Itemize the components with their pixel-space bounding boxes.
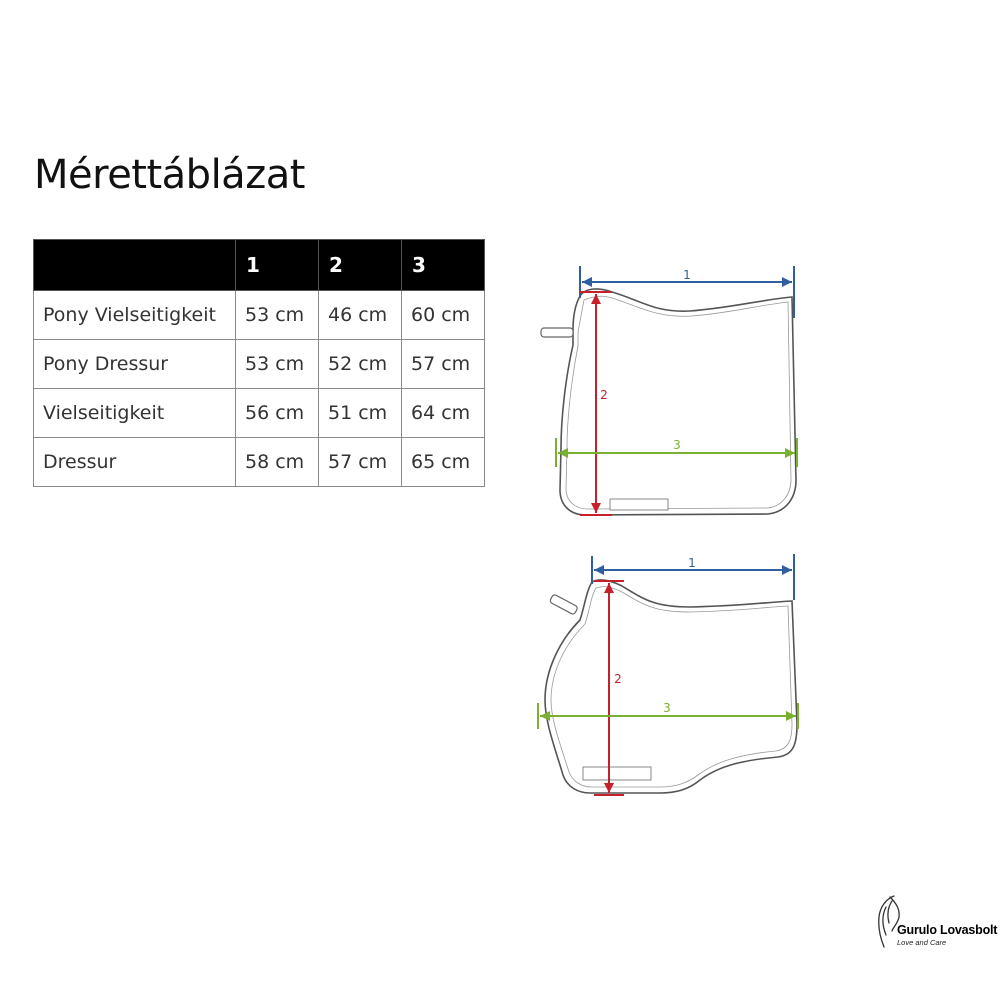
cell-value: 64 cm bbox=[402, 389, 485, 438]
measure-3-arrow-right bbox=[786, 711, 796, 721]
measure-1-arrow-right bbox=[782, 565, 792, 575]
cell-value: 53 cm bbox=[236, 291, 319, 340]
row-label: Pony Vielseitigkeit bbox=[34, 291, 236, 340]
square-pad-inner-outline bbox=[566, 296, 791, 509]
row-label: Pony Dressur bbox=[34, 340, 236, 389]
measure-1-label: 1 bbox=[683, 268, 691, 282]
row-label: Dressur bbox=[34, 438, 236, 487]
measure-2-label: 2 bbox=[614, 672, 622, 686]
cell-value: 60 cm bbox=[402, 291, 485, 340]
brand-logo bbox=[874, 893, 1000, 953]
square-pad-diagram bbox=[541, 266, 797, 515]
cell-value: 46 cm bbox=[319, 291, 402, 340]
curved-pad-diagram bbox=[538, 554, 798, 795]
page-title: Mérettáblázat bbox=[34, 152, 305, 198]
header-cell-2: 2 bbox=[319, 240, 402, 291]
cell-value: 57 cm bbox=[402, 340, 485, 389]
measure-2-label: 2 bbox=[600, 388, 608, 402]
measure-3-arrow-left bbox=[558, 448, 568, 458]
billet-loop bbox=[610, 499, 668, 510]
cell-value: 65 cm bbox=[402, 438, 485, 487]
logo-tagline: Love and Care bbox=[897, 938, 947, 947]
header-cell-3: 3 bbox=[402, 240, 485, 291]
cell-value: 56 cm bbox=[236, 389, 319, 438]
girth-strap-tab bbox=[541, 328, 573, 337]
measure-1-arrow-left bbox=[582, 277, 592, 287]
measure-3-label: 3 bbox=[673, 438, 681, 452]
girth-strap-tab bbox=[549, 594, 578, 615]
cell-value: 57 cm bbox=[319, 438, 402, 487]
measure-2-arrow-bottom bbox=[591, 503, 601, 513]
row-label: Vielseitigkeit bbox=[34, 389, 236, 438]
header-cell-1: 1 bbox=[236, 240, 319, 291]
measure-1-label: 1 bbox=[688, 556, 696, 570]
measure-3-label: 3 bbox=[663, 701, 671, 715]
measure-1-arrow-right bbox=[782, 277, 792, 287]
curved-pad-inner-outline bbox=[551, 587, 792, 787]
cell-value: 58 cm bbox=[236, 438, 319, 487]
measure-3-arrow-right bbox=[785, 448, 795, 458]
logo-name: Gurulo Lovasbolt bbox=[897, 923, 998, 937]
billet-loop bbox=[583, 767, 651, 780]
measure-2-arrow-bottom bbox=[604, 783, 614, 793]
cell-value: 52 cm bbox=[319, 340, 402, 389]
measure-2-arrow-top bbox=[591, 294, 601, 304]
cell-value: 51 cm bbox=[319, 389, 402, 438]
measure-3-arrow-left bbox=[540, 711, 550, 721]
measure-1-arrow-left bbox=[594, 565, 604, 575]
cell-value: 53 cm bbox=[236, 340, 319, 389]
curved-pad-outline bbox=[545, 580, 797, 793]
